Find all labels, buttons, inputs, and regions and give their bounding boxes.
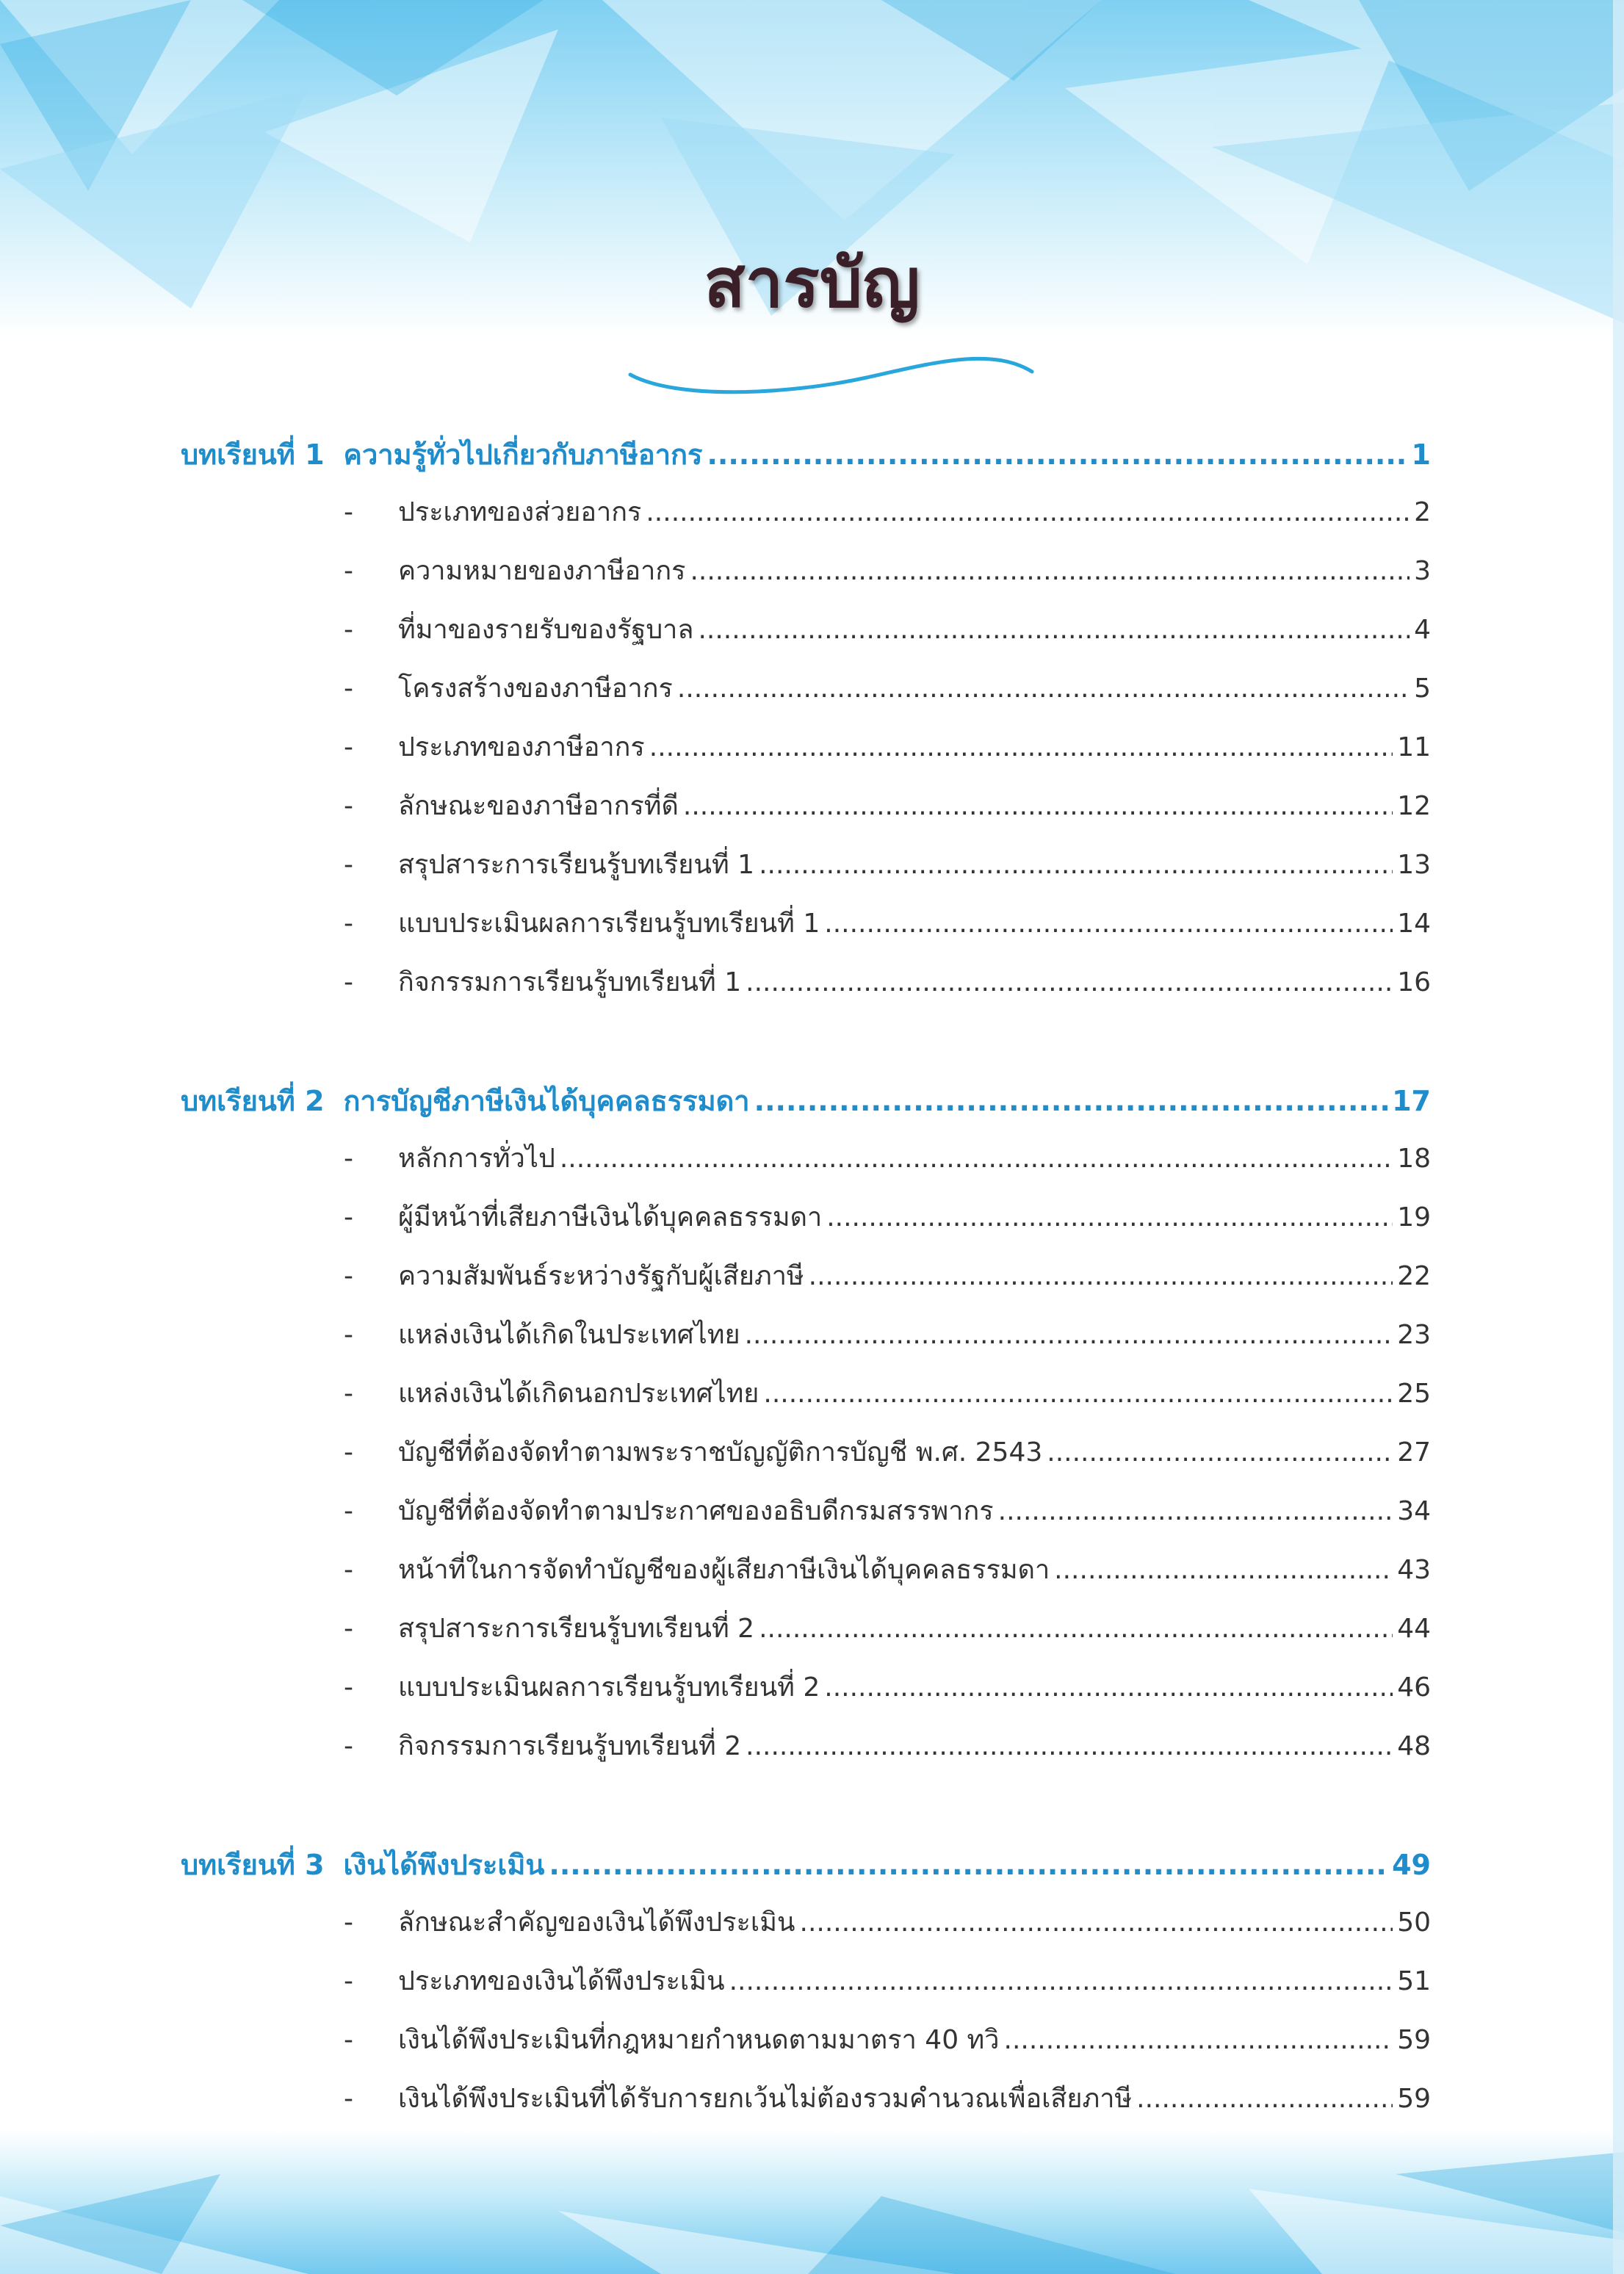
page-number: 51 (1397, 1966, 1431, 1996)
bullet-dash: - (344, 615, 353, 645)
toc-item[interactable] (344, 1901, 1431, 1945)
toc-item-label: ประเภทของเงินได้พึงประเมิน (398, 1966, 725, 1996)
toc-item[interactable] (344, 2018, 1431, 2062)
bullet-dash: - (344, 497, 353, 527)
chapter-title: ความรู้ทั่วไปเกี่ยวกับภาษีอากร (343, 438, 703, 471)
page-number: 49 (1392, 1849, 1431, 1881)
page-number: 13 (1397, 850, 1431, 880)
bullet-dash: - (344, 674, 353, 704)
dot-leader (729, 1966, 1393, 1996)
page-number: 34 (1397, 1496, 1431, 1526)
toc-item-label: บัญชีที่ต้องจัดทำตามพระราชบัญญัติการบัญชี พ.ศ. 2543 (398, 1437, 1043, 1468)
toc-item-label: หน้าที่ในการจัดทำบัญชีของผู้เสียภาษีเงินได้บุคคลธรรมดา (398, 1555, 1050, 1585)
bullet-dash: - (344, 1379, 353, 1409)
toc-item[interactable] (344, 1255, 1431, 1299)
page-number: 17 (1392, 1085, 1431, 1117)
toc-item[interactable] (344, 491, 1431, 535)
toc-item-label: กิจกรรมการเรียนรู้บทเรียนที่ 1 (398, 967, 742, 997)
chapter-number: บทเรียนที่ 1 (181, 438, 325, 471)
toc-item[interactable] (344, 549, 1431, 593)
toc-item[interactable] (344, 902, 1431, 946)
dot-leader (759, 1614, 1393, 1644)
dot-leader (549, 1849, 1387, 1881)
dot-leader (746, 967, 1393, 997)
page-number: 1 (1411, 438, 1431, 471)
toc-item[interactable] (344, 608, 1431, 652)
dot-leader (1136, 2084, 1393, 2114)
bullet-dash: - (344, 791, 353, 821)
page-number: 2 (1414, 497, 1431, 527)
dot-leader (763, 1379, 1393, 1409)
bullet-dash: - (344, 909, 353, 939)
page-number: 14 (1397, 909, 1431, 939)
page-number: 25 (1397, 1379, 1431, 1409)
page-number: 19 (1397, 1202, 1431, 1232)
bullet-dash: - (344, 1437, 353, 1468)
page-number: 50 (1397, 1907, 1431, 1938)
page-number: 11 (1397, 732, 1431, 762)
dot-leader (746, 1731, 1393, 1761)
toc-item-label: เงินได้พึงประเมินที่ได้รับการยกเว้นไม่ต้องรวมคำนวณเพื่อเสียภาษี (398, 2084, 1133, 2114)
dot-leader (1047, 1437, 1393, 1468)
bullet-dash: - (344, 556, 353, 586)
toc-item-label: สรุปสาระการเรียนรู้บทเรียนที่ 2 (398, 1614, 755, 1644)
page-number: 27 (1397, 1437, 1431, 1468)
page-number: 12 (1397, 791, 1431, 821)
toc-item[interactable] (344, 2077, 1431, 2121)
toc-item[interactable] (344, 1960, 1431, 2004)
toc-item-label: โครงสร้างของภาษีอากร (398, 674, 673, 704)
bullet-dash: - (344, 1731, 353, 1761)
toc-item-label: แหล่งเงินได้เกิดนอกประเทศไทย (398, 1379, 759, 1409)
bullet-dash: - (344, 1555, 353, 1585)
dot-leader (809, 1261, 1393, 1291)
dot-leader (824, 909, 1393, 939)
bullet-dash: - (344, 1966, 353, 1996)
toc-item[interactable] (344, 784, 1431, 829)
toc-item[interactable] (344, 1607, 1431, 1651)
dot-leader (754, 1085, 1387, 1117)
page-number: 43 (1397, 1555, 1431, 1585)
dot-leader (1054, 1555, 1393, 1585)
toc-item[interactable] (344, 1725, 1431, 1769)
toc-item-label: แบบประเมินผลการเรียนรู้บทเรียนที่ 2 (398, 1672, 820, 1703)
toc-item[interactable] (344, 1372, 1431, 1416)
chapter-heading[interactable] (181, 1078, 1431, 1122)
bullet-dash: - (344, 1202, 353, 1232)
chapter-number: บทเรียนที่ 2 (181, 1085, 325, 1117)
toc-item-label: ประเภทของส่วยอากร (398, 497, 642, 527)
page-number: 48 (1397, 1731, 1431, 1761)
toc-item-label: ลักษณะของภาษีอากรที่ดี (398, 791, 679, 821)
page-number: 18 (1397, 1144, 1431, 1174)
bullet-dash: - (344, 1672, 353, 1703)
toc-item[interactable] (344, 667, 1431, 711)
dot-leader (800, 1907, 1393, 1938)
page-number: 59 (1397, 2084, 1431, 2114)
toc-item[interactable] (344, 1548, 1431, 1592)
toc-item[interactable] (344, 1666, 1431, 1710)
toc-item-label: สรุปสาระการเรียนรู้บทเรียนที่ 1 (398, 850, 755, 880)
page-number: 46 (1397, 1672, 1431, 1703)
page-number: 23 (1397, 1320, 1431, 1350)
bullet-dash: - (344, 1320, 353, 1350)
bullet-dash: - (344, 1907, 353, 1938)
page-title: สารบัญ (704, 244, 920, 322)
bullet-dash: - (344, 2025, 353, 2055)
toc-item-label: ผู้มีหน้าที่เสียภาษีเงินได้บุคคลธรรมดา (398, 1202, 823, 1232)
toc-item-label: ประเภทของภาษีอากร (398, 732, 645, 762)
dot-leader (998, 1496, 1393, 1526)
toc-item-label: หลักการทั่วไป (398, 1144, 555, 1174)
dot-leader (707, 438, 1407, 471)
page-number: 22 (1397, 1261, 1431, 1291)
toc-item-label: ลักษณะสำคัญของเงินได้พึงประเมิน (398, 1907, 795, 1938)
toc-item-label: แบบประเมินผลการเรียนรู้บทเรียนที่ 1 (398, 909, 820, 939)
toc-item-label: เงินได้พึงประเมินที่กฎหมายกำหนดตามมาตรา 40 ทวิ (398, 2025, 1000, 2055)
dot-leader (1004, 2025, 1393, 2055)
dot-leader (646, 497, 1410, 527)
toc-item[interactable] (344, 961, 1431, 1005)
dot-leader (649, 732, 1393, 762)
page-number: 3 (1414, 556, 1431, 586)
toc-item[interactable] (344, 843, 1431, 887)
page-number: 5 (1414, 674, 1431, 704)
bullet-dash: - (344, 1144, 353, 1174)
toc-item-label: กิจกรรมการเรียนรู้บทเรียนที่ 2 (398, 1731, 742, 1761)
bullet-dash: - (344, 1614, 353, 1644)
bullet-dash: - (344, 850, 353, 880)
chapter-title: เงินได้พึงประเมิน (343, 1849, 545, 1881)
dot-leader (560, 1144, 1393, 1174)
page-number: 4 (1414, 615, 1431, 645)
toc-item-label: ความหมายของภาษีอากร (398, 556, 686, 586)
bullet-dash: - (344, 1261, 353, 1291)
dot-leader (698, 615, 1410, 645)
dot-leader (690, 556, 1410, 586)
page-number: 44 (1397, 1614, 1431, 1644)
toc-item-label: บัญชีที่ต้องจัดทำตามประกาศของอธิบดีกรมสรรพากร (398, 1496, 994, 1526)
bullet-dash: - (344, 2084, 353, 2114)
toc-item[interactable] (344, 1137, 1431, 1181)
toc-item-label: ความสัมพันธ์ระหว่างรัฐกับผู้เสียภาษี (398, 1261, 804, 1291)
dot-leader (759, 850, 1393, 880)
page-number: 59 (1397, 2025, 1431, 2055)
dot-leader (826, 1202, 1393, 1232)
dot-leader (824, 1672, 1393, 1703)
chapter-title: การบัญชีภาษีเงินได้บุคคลธรรมดา (343, 1085, 750, 1117)
toc-item[interactable] (344, 1196, 1431, 1240)
toc-item[interactable] (344, 1313, 1431, 1357)
dot-leader (683, 791, 1393, 821)
chapter-heading[interactable] (181, 1842, 1431, 1886)
bullet-dash: - (344, 732, 353, 762)
toc-item[interactable] (344, 1431, 1431, 1475)
page-number: 16 (1397, 967, 1431, 997)
bullet-dash: - (344, 1496, 353, 1526)
toc-item-label: แหล่งเงินได้เกิดในประเทศไทย (398, 1320, 740, 1350)
chapter-number: บทเรียนที่ 3 (181, 1849, 325, 1881)
chapter-heading[interactable] (181, 432, 1431, 476)
toc-item[interactable] (344, 726, 1431, 770)
toc-item[interactable] (344, 1490, 1431, 1534)
dot-leader (677, 674, 1410, 704)
toc-item-label: ที่มาของรายรับของรัฐบาล (398, 615, 694, 645)
dot-leader (745, 1320, 1393, 1350)
bullet-dash: - (344, 967, 353, 997)
